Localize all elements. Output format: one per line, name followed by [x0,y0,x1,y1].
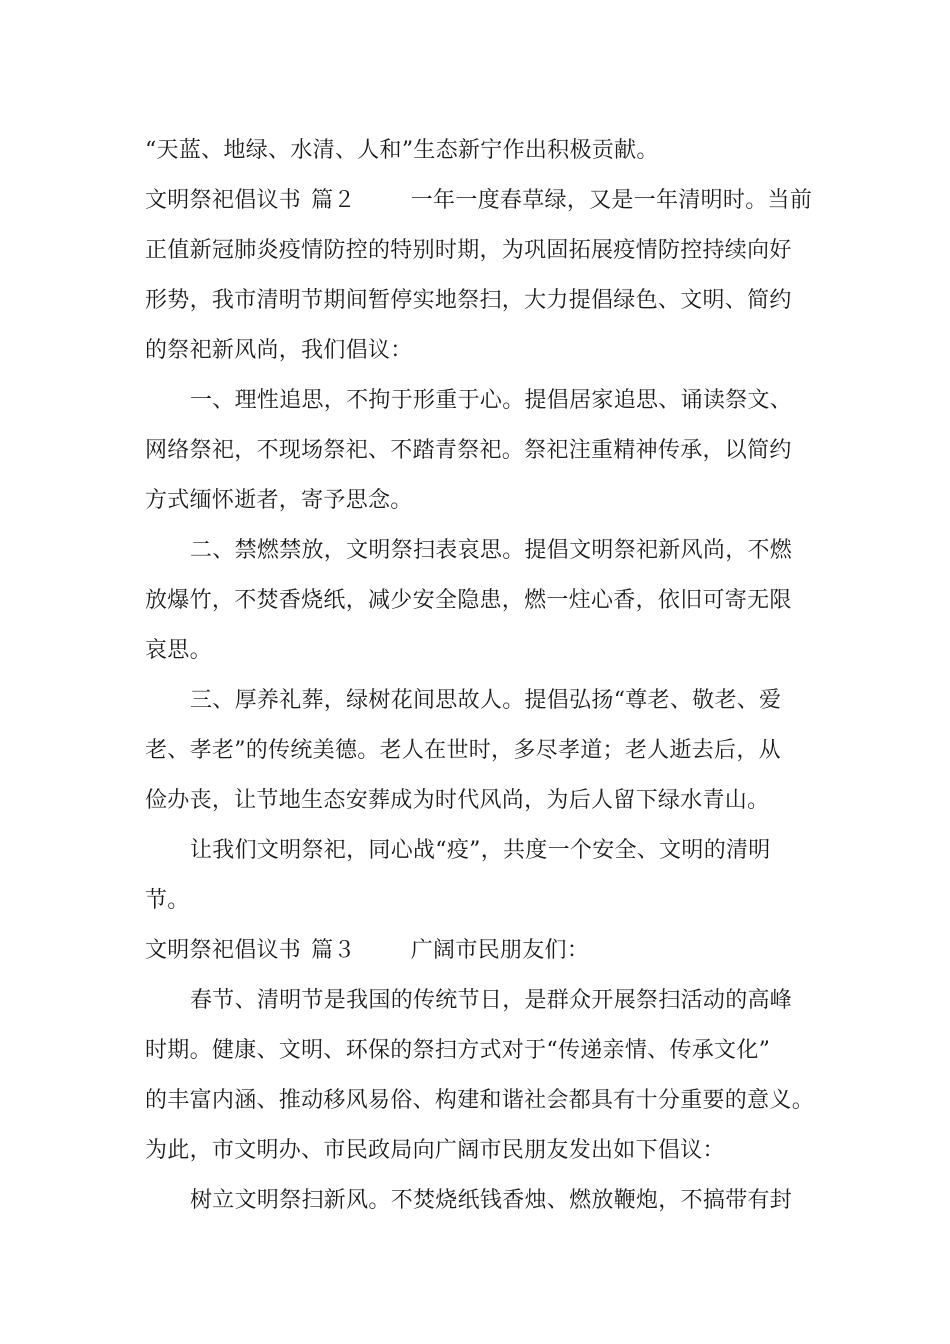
text-line: 节。 [145,888,190,913]
text-line: 的丰富内涵、推动移风易俗、构建和谐社会都具有十分重要的意义。 [145,1088,815,1113]
document-body [145,126,820,1226]
section-heading-3 [145,926,820,976]
heading-title: 文明祭祀倡议书 [145,938,302,963]
paragraph-start-line: 一、理性追思，不拘于形重于心。提倡居家追思、诵读祭文、 [190,388,793,413]
paragraph-start-line: 让我们文明祭祀，同心战“疫”，共度一个安全、文明的清明 [190,838,771,863]
paragraph-start-line: 春节、清明节是我国的传统节日，是群众开展祭扫活动的高峰 [190,988,793,1013]
paragraph-start-line: 树立文明祭扫新风。不焚烧纸钱香烛、燃放鞭炮，不搞带有封 [190,1188,793,1213]
heading-number: 篇３ [311,938,356,963]
paragraph-start-line: 二、禁燃禁放，文明祭扫表哀思。提倡文明祭祀新风尚，不燃 [190,538,793,563]
heading-lead-text: 一年一度春草绿，又是一年清明时。当前 [410,188,813,213]
text-line: 方式缅怀逝者，寄予思念。 [145,488,413,513]
text-line: 放爆竹，不焚香烧纸，减少安全隐患，燃一炷心香，依旧可寄无限 [145,588,792,613]
text-line: 俭办丧，让节地生态安葬成为时代风尚，为后人留下绿水青山。 [145,788,770,813]
heading-number: 篇２ [311,188,356,213]
text-line: 为此，市文明办、市民政局向广阔市民朋友发出如下倡议： [145,1138,725,1163]
text-line: 网络祭祀，不现场祭祀、不踏青祭祀。祭祀注重精神传承，以简约 [145,438,792,463]
text-line: 的祭祀新风尚，我们倡议： [145,338,413,363]
heading-title: 文明祭祀倡议书 [145,188,302,213]
text-line: “天蓝、地绿、水清、人和”生态新宁作出积极贡献。 [145,138,659,163]
heading-lead-text: 广阔市民朋友们： [410,938,590,963]
text-line: 形势，我市清明节期间暂停实地祭扫，大力提倡绿色、文明、简约 [145,288,792,313]
paragraph-start-line: 三、厚养礼葬，绿树花间思故人。提倡弘扬“尊老、敬老、爱 [190,688,782,713]
text-line: 老、孝老”的传统美德。老人在世时，多尽孝道；老人逝去后，从 [145,738,781,763]
text-line: 时期。健康、文明、环保的祭扫方式对于“传递亲情、传承文化” [145,1038,771,1063]
text-line: 哀思。 [145,638,212,663]
section-heading-2 [145,176,820,226]
text-line: 正值新冠肺炎疫情防控的特别时期，为巩固拓展疫情防控持续向好 [145,238,792,263]
